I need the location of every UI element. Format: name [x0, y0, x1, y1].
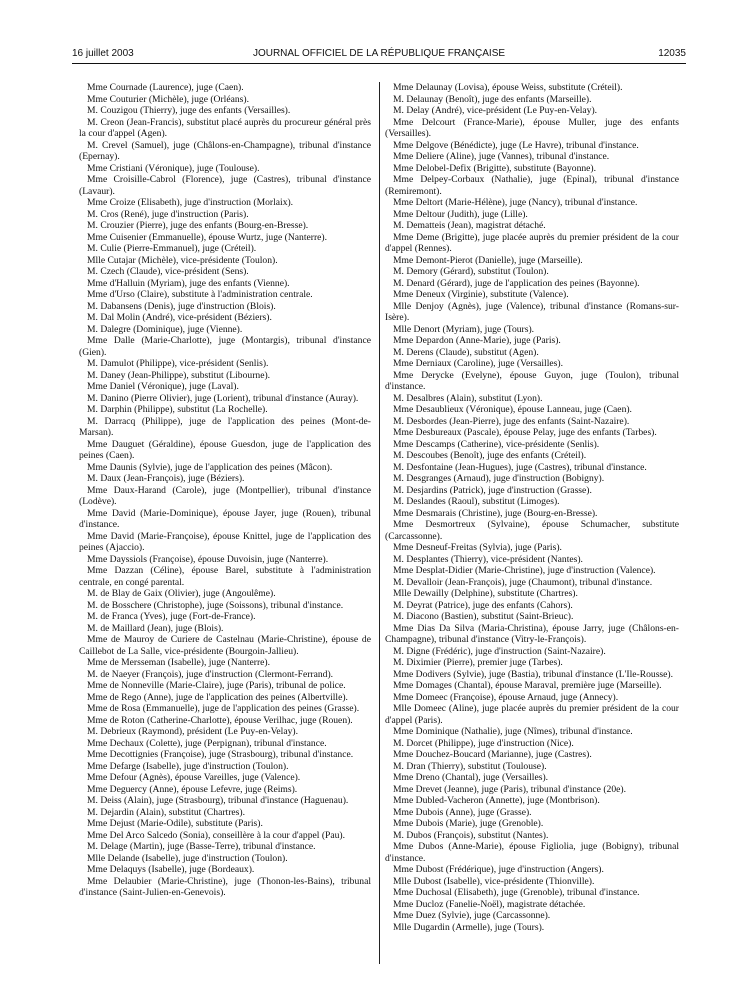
- magistrate-entry: Mlle Dewailly (Delphine), substitute (Chartres).: [393, 588, 578, 599]
- magistrate-entry: Mme Deguercy (Anne), épouse Lefevre, juge (Reims).: [87, 783, 298, 795]
- magistrate-entry: Mlle Delande (Isabelle), juge d'instruction (Toulon).: [87, 852, 288, 864]
- magistrate-entry: Mme Delaubier (Marie-Christine), juge (Thonon-les-Bains), tribunal d'instance (Saint-Julien-en-Genevois).: [79, 875, 371, 898]
- magistrate-entry: M. Creon (Jean-Francis), substitut placé auprès du procureur général près la cour d'appel (Agen).: [79, 116, 371, 139]
- magistrate-entry: Mme Duchosal (Elisabeth), juge (Grenoble), tribunal d'instance.: [393, 887, 640, 898]
- magistrate-entry: M. de Franca (Yves), juge (Fort-de-France).: [87, 611, 256, 622]
- right-column: [385, 82, 679, 933]
- magistrate-entry: Mme Douchez-Boucard (Marianne), juge (Castres).: [393, 749, 592, 760]
- magistrate-entry: Mme Cournade (Laurence), juge (Caen).: [87, 82, 244, 93]
- magistrate-entry: Mme Derniaux (Caroline), juge (Versailles).: [393, 358, 563, 369]
- magistrate-entry: Mlle Denort (Myriam), juge (Tours).: [393, 323, 535, 335]
- magistrate-entry: M. Denard (Gérard), juge de l'application des peines (Bayonne).: [393, 277, 640, 289]
- magistrate-entry: Mme David (Marie-Françoise), épouse Knittel, juge de l'application des peines (Ajaccio).: [79, 530, 371, 553]
- magistrate-entry: Mme d'Urso (Claire), substitute à l'administration centrale.: [87, 289, 313, 300]
- magistrate-entry: M. Culie (Pierre-Emmanuel), juge (Créteil).: [87, 243, 257, 254]
- magistrate-entry: M. Deslandes (Raoul), substitut (Limoges).: [393, 496, 560, 507]
- header-title: JOURNAL OFFICIEL DE LA RÉPUBLIQUE FRANÇAISE: [252, 48, 506, 59]
- magistrate-entry: Mme Dazzan (Céline), épouse Barel, substitute à l'administration centrale, en congé parental.: [79, 565, 371, 588]
- magistrate-entry: M. Dejardin (Alain), substitut (Chartres).: [87, 806, 245, 818]
- magistrate-entry: Mme Delgove (Bénédicte), juge (Le Havre), tribunal d'instance.: [393, 139, 639, 151]
- magistrate-entry: M. Danino (Pierre Olivier), juge (Lorient), tribunal d'instance (Auray).: [87, 392, 359, 404]
- magistrate-entry: Mlle Denjoy (Agnès), juge (Valence), tribunal d'instance (Romans-sur-Isère).: [385, 300, 679, 323]
- magistrate-entry: M. Desgranges (Arnaud), juge d'instruction (Bobigny).: [393, 473, 605, 484]
- magistrate-entry: Mme Dias Da Silva (Maria-Christina), épouse Jarry, juge (Châlons-en-Champagne), tribunal d'instance (Vitry-le-François).: [385, 622, 679, 645]
- magistrate-entry: M. Desbordes (Jean-Pierre), juge des enfants (Saint-Nazaire).: [393, 415, 630, 427]
- magistrate-entry: Mlle Dubost (Isabelle), vice-présidente (Thionville).: [393, 875, 595, 887]
- magistrate-entry: Mme Croize (Elisabeth), juge d'instruction (Morlaix).: [87, 197, 294, 208]
- page-header: [72, 48, 686, 62]
- magistrate-entry: Mlle Cutajar (Michèle), vice-présidente (Toulon).: [87, 254, 278, 266]
- magistrate-entry: Mme de Mersseman (Isabelle), juge (Nanterre).: [87, 657, 271, 668]
- magistrate-entry: Mme Daux-Harand (Carole), juge (Montpellier), tribunal d'instance (Lodève).: [79, 484, 371, 507]
- magistrate-entry: M. Desplantes (Thierry), vice-président (Nantes).: [393, 553, 583, 565]
- magistrate-entry: Mme Dominique (Nathalie), juge (Nîmes), tribunal d'instance.: [393, 726, 633, 737]
- magistrate-entry: M. Dematteis (Jean), magistrat détaché.: [393, 220, 546, 231]
- magistrate-entry: Mme Deltort (Marie-Hélène), juge (Nancy), tribunal d'instance.: [393, 197, 638, 208]
- magistrate-entry: M. Darphin (Philippe), substitut (La Rochelle).: [87, 404, 268, 415]
- magistrate-entry: Mme Decottignies (Françoise), juge (Strasbourg), tribunal d'instance.: [87, 749, 354, 760]
- magistrate-entry: Mme Dauguet (Géraldine), épouse Guesdon, juge de l'application des peines (Caen).: [79, 438, 371, 461]
- magistrate-entry: Mme Del Arco Salcedo (Sonia), conseillère à la cour d'appel (Pau).: [87, 829, 346, 841]
- magistrate-entry: Mme Dubos (Anne-Marie), épouse Figliolia, juge (Bobigny), tribunal d'instance.: [385, 841, 679, 864]
- magistrate-entry: Mme Desbureaux (Pascale), épouse Pelay, juge des enfants (Tarbes).: [393, 427, 657, 438]
- magistrate-entry: Mme Defour (Agnès), épouse Vareilles, juge (Valence).: [87, 772, 301, 783]
- magistrate-entry: Mme Dubost (Frédérique), juge d'instruction (Angers).: [393, 864, 604, 875]
- left-column: [79, 82, 371, 899]
- magistrate-entry: Mme de Rego (Anne), juge de l'application des peines (Albertville).: [87, 691, 348, 703]
- magistrate-entry: M. Dalegre (Dominique), juge (Vienne).: [87, 323, 243, 335]
- magistrate-entry: M. Dabansens (Denis), juge d'instruction (Blois).: [87, 300, 276, 312]
- magistrate-entry: Mlle Domeec (Aline), juge placée auprès du premier président de la cour d'appel (Paris).: [385, 703, 679, 726]
- magistrate-entry: Mme Domeec (Françoise), épouse Arnaud, juge (Annecy).: [393, 691, 619, 703]
- magistrate-entry: Mme Cristiani (Véronique), juge (Toulouse).: [87, 162, 260, 174]
- magistrate-entry: Mme Desneuf-Freitas (Sylvia), juge (Paris).: [393, 542, 562, 553]
- magistrate-entry: Mme Dubois (Marie), juge (Grenoble).: [393, 818, 544, 829]
- magistrate-entry: M. Delage (Martin), juge (Basse-Terre), tribunal d'instance.: [87, 841, 316, 852]
- magistrate-entry: M. de Bosschere (Christophe), juge (Soissons), tribunal d'instance.: [87, 599, 344, 611]
- magistrate-entry: M. Digne (Frédéric), juge d'instruction (Saint-Nazaire).: [393, 645, 606, 657]
- magistrate-entry: Mme Daunis (Sylvie), juge de l'application des peines (Mâcon).: [87, 461, 333, 473]
- magistrate-entry: M. Daux (Jean-François), juge (Béziers).: [87, 473, 245, 484]
- magistrate-entry: Mme d'Halluin (Myriam), juge des enfants (Vienne).: [87, 277, 290, 289]
- magistrate-entry: Mme Desaublieux (Véronique), épouse Lanneau, juge (Caen).: [393, 404, 632, 415]
- magistrate-entry: M. Delay (André), vice-président (Le Puy-en-Velay).: [393, 105, 598, 116]
- magistrate-entry: Mme Dalle (Marie-Charlotte), juge (Montargis), tribunal d'instance (Gien).: [79, 335, 371, 358]
- magistrate-entry: M. Descoubes (Benoît), juge des enfants (Créteil).: [393, 450, 587, 461]
- magistrate-entry: Mme Depardon (Anne-Marie), juge (Paris).: [393, 335, 561, 346]
- header-page-number: 12035: [658, 48, 686, 59]
- magistrate-entry: Mme Desmortreux (Sylvaine), épouse Schumacher, substitute (Carcassonne).: [385, 519, 679, 542]
- magistrate-entry: Mme Dodivers (Sylvie), juge (Bastia), tribunal d'instance (L'Ile-Rousse).: [393, 668, 674, 680]
- magistrate-entry: Mme Deme (Brigitte), juge placée auprès du premier président de la cour d'appel (Rennes).: [385, 231, 679, 254]
- magistrate-entry: M. Desalbres (Alain), substitut (Lyon).: [393, 392, 543, 404]
- magistrate-entry: M. Dal Molin (André), vice-président (Béziers).: [87, 312, 272, 323]
- magistrate-entry: M. Dorcet (Philippe), juge d'instruction (Nice).: [393, 737, 574, 749]
- magistrate-entry: M. Delaunay (Benoît), juge des enfants (Marseille).: [393, 93, 592, 105]
- magistrate-entry: M. de Blay de Gaix (Olivier), juge (Angoulême).: [87, 588, 276, 599]
- magistrate-entry: M. Cros (René), juge d'instruction (Paris).: [87, 208, 249, 220]
- magistrate-entry: Mme Descamps (Catherine), vice-présidente (Senlis).: [393, 438, 600, 450]
- magistrate-entry: Mme Dreno (Chantal), juge (Versailles).: [393, 772, 549, 783]
- magistrate-entry: M. Dubos (François), substitut (Nantes).: [393, 829, 549, 841]
- magistrate-entry: Mme Domages (Chantal), épouse Maraval, première juge (Marseille).: [393, 680, 662, 691]
- magistrate-entry: Mme de Mauroy de Curiere de Castelnau (Marie-Christine), épouse de Caillebot de La Salle, vice-présidente (Bourgoin-Jallieu).: [79, 634, 371, 657]
- magistrate-entry: M. Damulot (Philippe), vice-président (Senlis).: [87, 358, 269, 369]
- magistrate-entry: Mme Deliere (Aline), juge (Vannes), tribunal d'instance.: [393, 151, 610, 162]
- magistrate-entry: M. Crouzier (Pierre), juge des enfants (Bourg-en-Bresse).: [87, 220, 309, 231]
- magistrate-entry: M. Crevel (Samuel), juge (Châlons-en-Champagne), tribunal d'instance (Epernay).: [79, 139, 371, 162]
- magistrate-entry: M. Dran (Thierry), substitut (Toulouse).: [393, 760, 547, 772]
- magistrate-entry: Mme Dubled-Vacheron (Annette), juge (Montbrison).: [393, 795, 600, 806]
- magistrate-entry: Mme Cuisenier (Emmanuelle), épouse Wurtz, juge (Nanterre).: [87, 231, 327, 243]
- magistrate-entry: Mme David (Marie-Dominique), épouse Jayer, juge (Rouen), tribunal d'instance.: [79, 507, 371, 530]
- magistrate-entry: M. Desfontaine (Jean-Hugues), juge (Castres), tribunal d'instance.: [393, 461, 647, 473]
- magistrate-entry: Mme Deltour (Judith), juge (Lille).: [393, 208, 528, 220]
- magistrate-entry: M. de Maillard (Jean), juge (Blois).: [87, 622, 224, 634]
- magistrate-entry: M. de Naeyer (François), juge d'instruction (Clermont-Ferrand).: [87, 668, 334, 680]
- magistrate-entry: Mme Ducloz (Fanelie-Noël), magistrate détachée.: [393, 898, 586, 910]
- magistrate-entry: Mme Dejust (Marie-Odile), substitute (Paris).: [87, 818, 263, 829]
- magistrate-entry: M. Devalloir (Jean-François), juge (Chaumont), tribunal d'instance.: [393, 576, 653, 588]
- magistrate-entry: Mme Delcourt (France-Marie), épouse Muller, juge des enfants (Versailles).: [385, 116, 679, 139]
- magistrate-entry: M. Czech (Claude), vice-président (Sens).: [87, 266, 249, 277]
- magistrate-entry: M. Daney (Jean-Philippe), substitut (Libourne).: [87, 369, 271, 381]
- magistrate-entry: Mme de Roton (Catherine-Charlotte), épouse Verilhac, juge (Rouen).: [87, 714, 353, 726]
- magistrate-entry: Mme Dubois (Anne), juge (Grasse).: [393, 806, 532, 818]
- magistrate-entry: Mme Deneux (Virginie), substitute (Valence).: [393, 289, 569, 300]
- magistrate-entry: Mme Couturier (Michèle), juge (Orléans).: [87, 93, 249, 105]
- magistrate-entry: Mme de Rosa (Emmanuelle), juge de l'application des peines (Grasse).: [87, 703, 360, 714]
- magistrate-entry: Mme Duez (Sylvie), juge (Carcassonne).: [393, 910, 551, 921]
- magistrate-entry: Mme Desplat-Didier (Marie-Christine), juge d'instruction (Valence).: [393, 565, 656, 576]
- magistrate-entry: Mme Delpey-Corbaux (Nathalie), juge (Epinal), tribunal d'instance (Remiremont).: [385, 174, 679, 197]
- magistrate-entry: Mme Delaunay (Lovisa), épouse Weiss, substitute (Créteil).: [393, 82, 623, 93]
- magistrate-entry: M. Desjardins (Patrick), juge d'instruction (Grasse).: [393, 484, 592, 496]
- header-rule: [72, 63, 686, 64]
- magistrate-entry: Mme Defarge (Isabelle), juge d'instruction (Toulon).: [87, 760, 289, 772]
- magistrate-entry: Mme Dayssiols (Françoise), épouse Duvoisin, juge (Nanterre).: [87, 553, 329, 565]
- magistrate-entry: Mme Croisille-Cabrol (Florence), juge (Castres), tribunal d'instance (Lavaur).: [79, 174, 371, 197]
- header-date: 16 juillet 2003: [72, 48, 134, 59]
- magistrate-entry: Mme Delobel-Defix (Brigitte), substitute (Bayonne).: [393, 162, 597, 174]
- magistrate-entry: Mlle Dugardin (Armelle), juge (Tours).: [393, 921, 545, 933]
- magistrate-entry: Mme Desmarais (Christine), juge (Bourg-en-Bresse).: [393, 507, 598, 519]
- magistrate-entry: Mme Dechaux (Colette), juge (Perpignan), tribunal d'instance.: [87, 737, 327, 749]
- magistrate-entry: Mme Derycke (Evelyne), épouse Guyon, juge (Toulon), tribunal d'instance.: [385, 369, 679, 392]
- magistrate-entry: Mme Demont-Pierot (Danielle), juge (Marseille).: [393, 254, 583, 266]
- magistrate-entry: M. Derens (Claude), substitut (Agen).: [393, 346, 539, 358]
- magistrate-entry: M. Deiss (Alain), juge (Strasbourg), tribunal d'instance (Haguenau).: [87, 795, 349, 806]
- magistrate-entry: M. Debrieux (Raymond), président (Le Puy-en-Velay).: [87, 726, 299, 737]
- magistrate-entry: M. Diacono (Bastien), substitut (Saint-Brieuc).: [393, 611, 574, 622]
- magistrate-entry: Mme de Nonneville (Marie-Claire), juge (Paris), tribunal de police.: [87, 680, 346, 691]
- magistrate-entry: Mme Drevet (Jeanne), juge (Paris), tribunal d'instance (20e).: [393, 783, 626, 795]
- magistrate-entry: M. Demory (Gérard), substitut (Toulon).: [393, 266, 549, 277]
- magistrate-entry: M. Deyrat (Patrice), juge des enfants (Cahors).: [393, 599, 573, 611]
- column-divider: [379, 82, 380, 964]
- magistrate-entry: Mme Delaquys (Isabelle), juge (Bordeaux).: [87, 864, 255, 875]
- magistrate-entry: Mme Daniel (Véronique), juge (Laval).: [87, 381, 239, 392]
- magistrate-entry: M. Diximier (Pierre), premier juge (Tarbes).: [393, 657, 563, 668]
- magistrate-entry: M. Couzigou (Thierry), juge des enfants (Versailles).: [87, 105, 291, 116]
- magistrate-entry: M. Darracq (Philippe), juge de l'application des peines (Mont-de-Marsan).: [79, 415, 371, 438]
